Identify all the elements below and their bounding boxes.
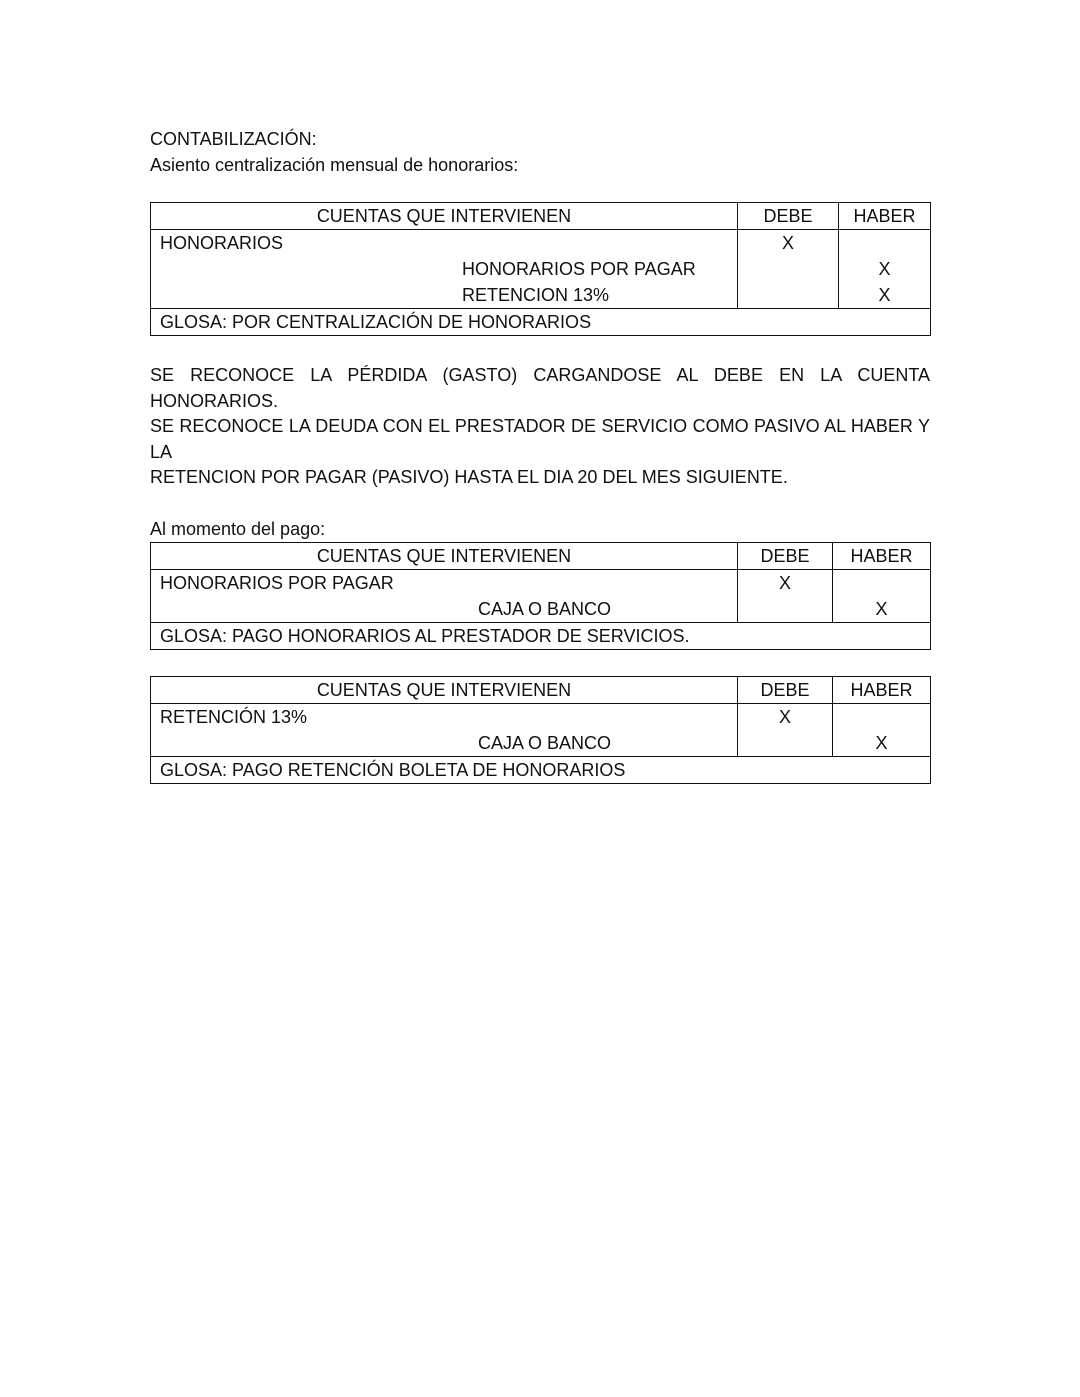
haber-cell: X [839, 256, 931, 282]
account-cell: HONORARIOS POR PAGAR [151, 569, 738, 596]
haber-cell [833, 703, 931, 730]
document-page [150, 126, 930, 784]
paragraph-line: SE RECONOCE LA DEUDA CON EL PRESTADOR DE SERVICIO COMO PASIVO AL HABER Y LA [150, 416, 930, 462]
header-cuentas: CUENTAS QUE INTERVIENEN [151, 203, 738, 230]
journal-entry-table-pago-retencion [150, 676, 931, 784]
table-row [151, 256, 931, 282]
section-heading: CONTABILIZACIÓN: [150, 129, 317, 149]
section-subheading: Asiento centralización mensual de honorarios: [150, 155, 519, 175]
haber-cell: X [833, 730, 931, 757]
glosa-row [151, 756, 931, 783]
account-cell: CAJA O BANCO [151, 596, 738, 623]
haber-cell [833, 569, 931, 596]
haber-cell: X [833, 596, 931, 623]
debe-cell [738, 282, 839, 309]
header-haber: HABER [833, 542, 931, 569]
table-row [151, 730, 931, 757]
glosa-row [151, 309, 931, 336]
table-row [151, 282, 931, 309]
paragraph-line: SE RECONOCE LA PÉRDIDA (GASTO) CARGANDOSE AL DEBE EN LA CUENTA HONORARIOS. [150, 365, 930, 411]
payment-label: Al momento del pago: [150, 518, 326, 539]
table-row [151, 596, 931, 623]
journal-entry-table-pago-honorarios [150, 542, 931, 650]
header-cuentas: CUENTAS QUE INTERVIENEN [151, 542, 738, 569]
debe-cell: X [738, 569, 833, 596]
header-haber: HABER [833, 676, 931, 703]
glosa-row [151, 622, 931, 649]
haber-cell [839, 230, 931, 257]
paragraph-line: RETENCION POR PAGAR (PASIVO) HASTA EL DIA 20 DEL MES SIGUIENTE. [150, 467, 788, 487]
account-cell: HONORARIOS [151, 230, 738, 257]
account-cell: RETENCION 13% [151, 282, 738, 309]
account-cell: RETENCIÓN 13% [151, 703, 738, 730]
header-cuentas: CUENTAS QUE INTERVIENEN [151, 676, 738, 703]
glosa-cell: GLOSA: PAGO RETENCIÓN BOLETA DE HONORARIOS [151, 756, 931, 783]
debe-cell [738, 256, 839, 282]
glosa-cell: GLOSA: PAGO HONORARIOS AL PRESTADOR DE SERVICIOS. [151, 622, 931, 649]
table-row [151, 703, 931, 730]
haber-cell: X [839, 282, 931, 309]
debe-cell [738, 730, 833, 757]
header-debe: DEBE [738, 676, 833, 703]
table-header-row [151, 203, 931, 230]
debe-cell: X [738, 230, 839, 257]
header-debe: DEBE [738, 542, 833, 569]
debe-cell: X [738, 703, 833, 730]
table-row [151, 230, 931, 257]
header-haber: HABER [839, 203, 931, 230]
debe-cell [738, 596, 833, 623]
account-cell: CAJA O BANCO [151, 730, 738, 757]
table-header-row [151, 676, 931, 703]
explanation-paragraph [150, 363, 930, 491]
journal-entry-table-centralizacion [150, 202, 931, 336]
table-header-row [151, 542, 931, 569]
header-debe: DEBE [738, 203, 839, 230]
glosa-cell: GLOSA: POR CENTRALIZACIÓN DE HONORARIOS [151, 309, 931, 336]
table-row [151, 569, 931, 596]
account-cell: HONORARIOS POR PAGAR [151, 256, 738, 282]
